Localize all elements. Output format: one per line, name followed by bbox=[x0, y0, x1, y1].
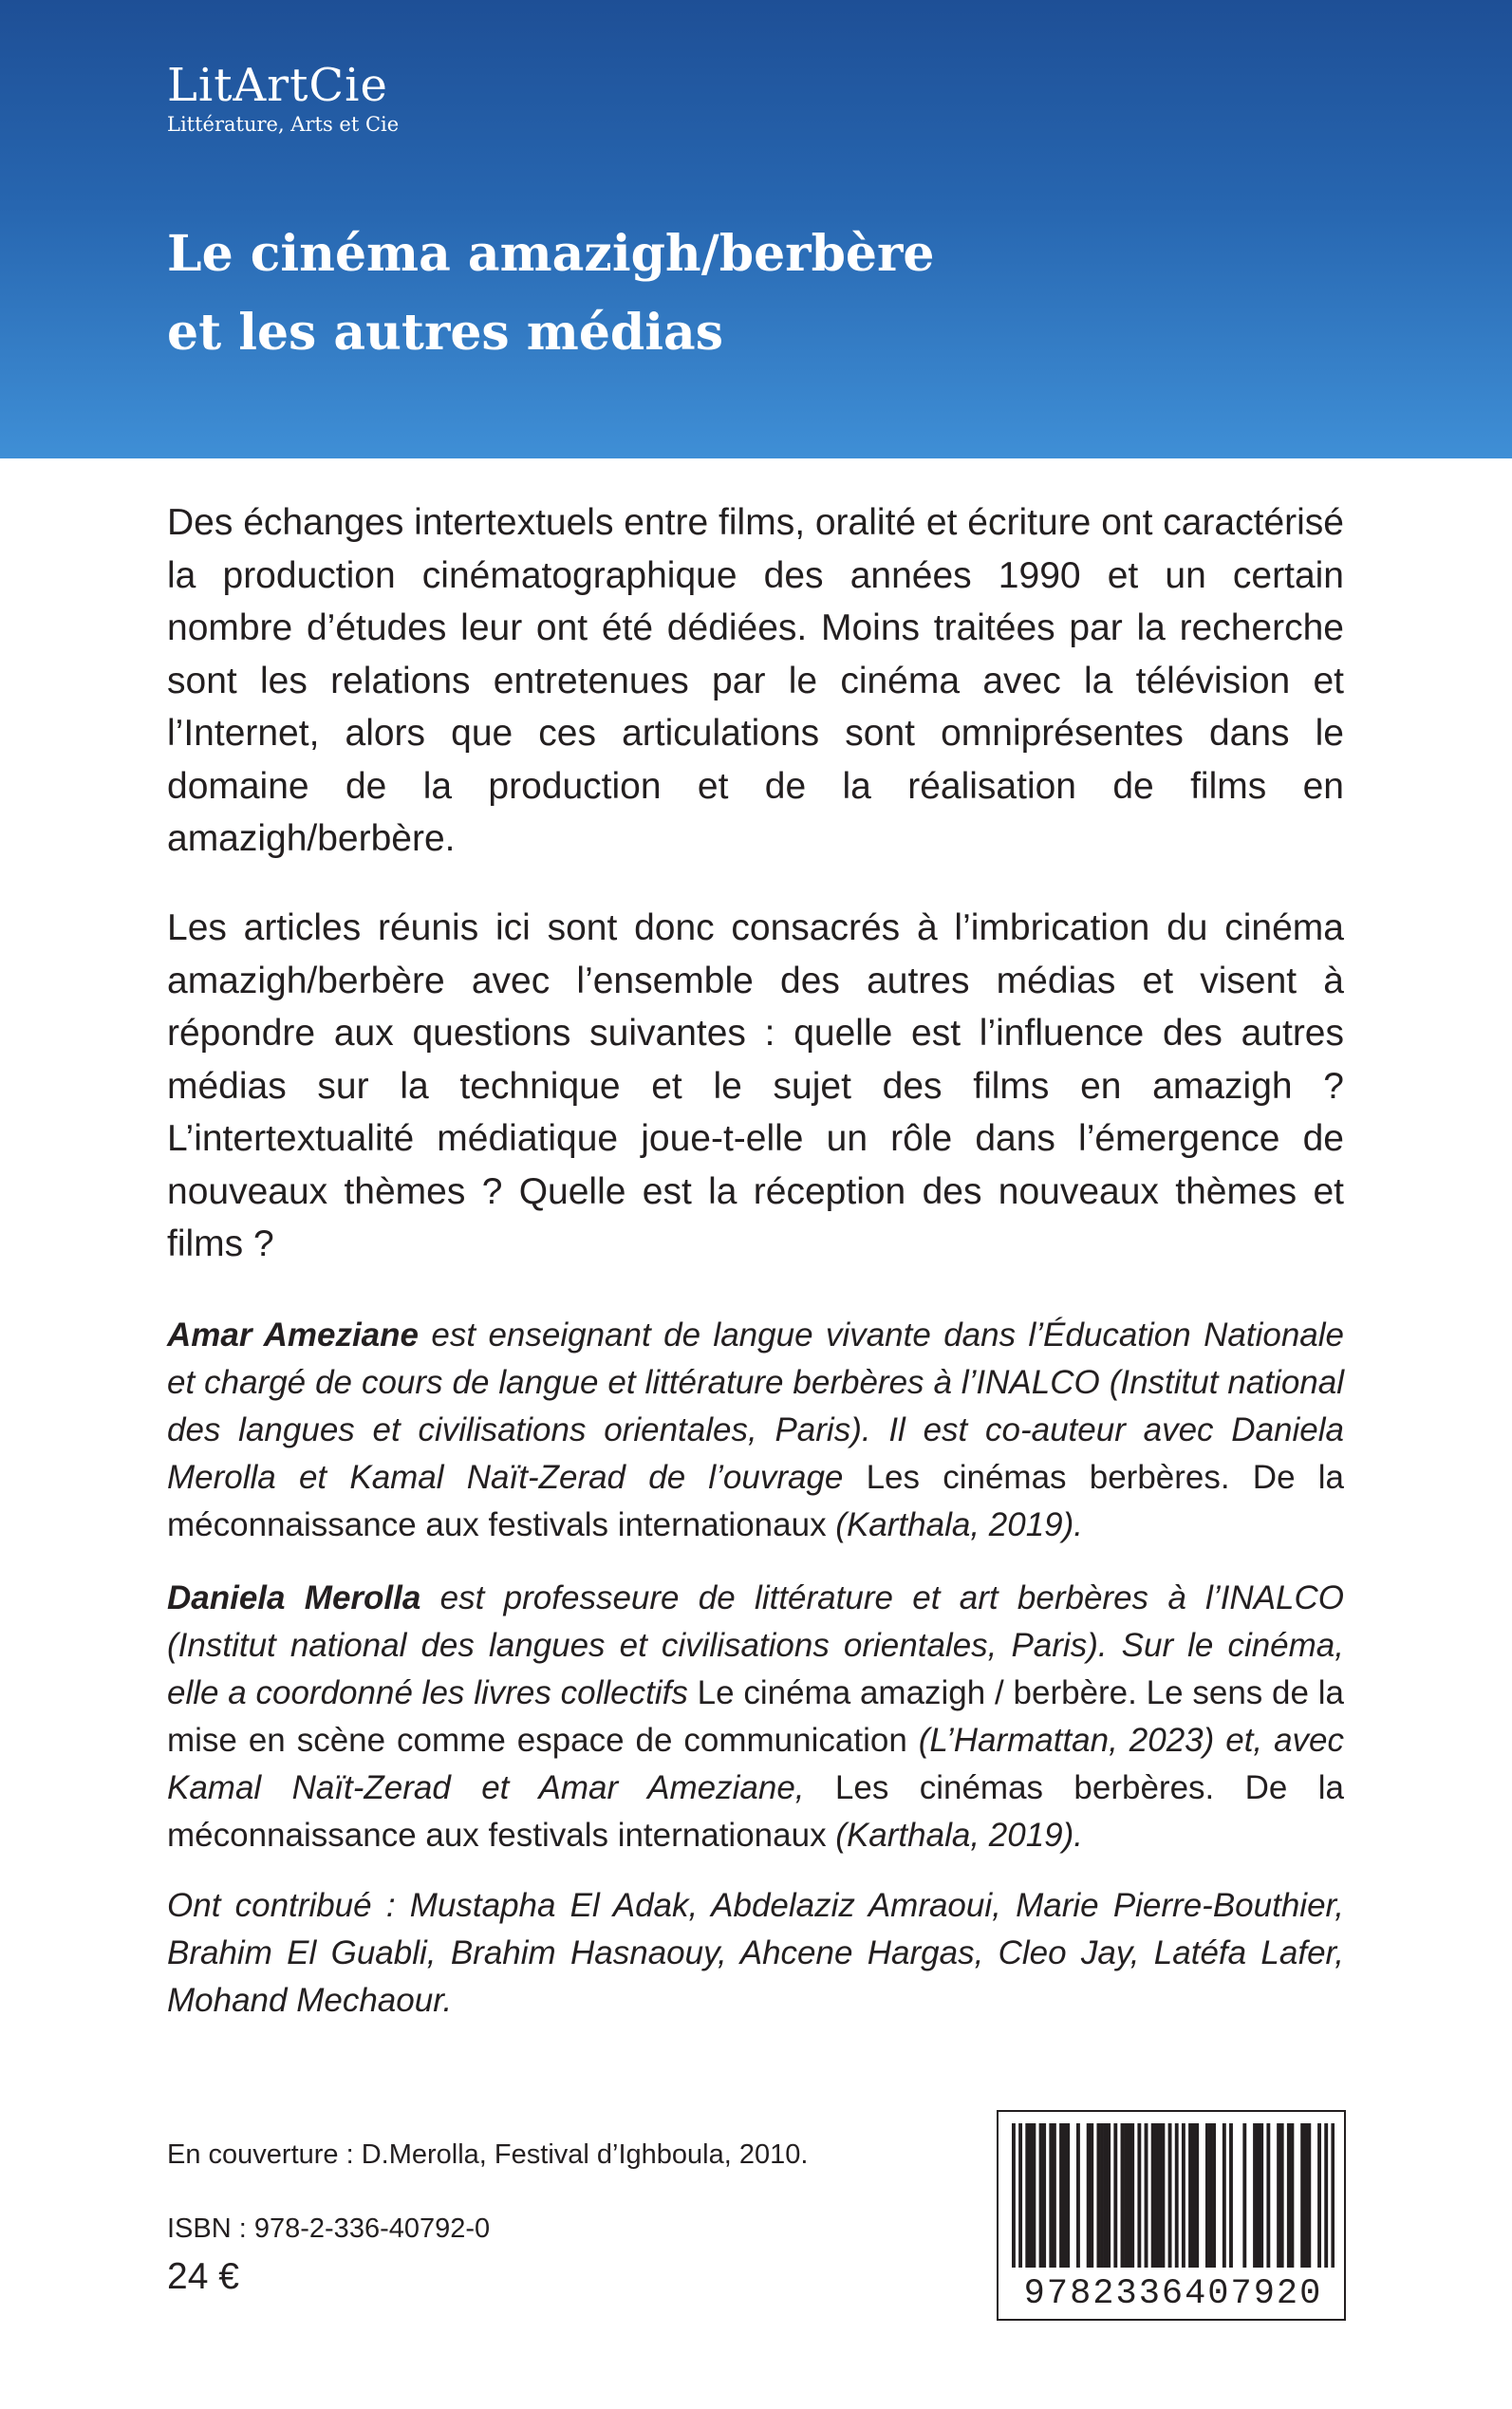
barcode-bar bbox=[1223, 2123, 1226, 2268]
barcode-bar bbox=[1154, 2123, 1158, 2268]
barcode-bar bbox=[1053, 2123, 1056, 2268]
book-reference: Le cinéma amazigh / berbère. Le sens de la mise en scène comme espace de communication bbox=[167, 1674, 1345, 1759]
barcode-bar bbox=[1290, 2123, 1294, 2268]
cover-header-band bbox=[0, 0, 1512, 458]
book-title-line-1: Le cinéma amazigh/berbère bbox=[167, 225, 935, 283]
barcode-bar bbox=[1168, 2123, 1172, 2268]
barcode-bar bbox=[1192, 2123, 1196, 2268]
barcode-bar bbox=[1287, 2123, 1291, 2268]
barcode-bar bbox=[1317, 2123, 1321, 2268]
barcode-bar bbox=[1331, 2123, 1335, 2268]
barcode bbox=[997, 2110, 1346, 2321]
book-reference: Les cinémas berbères. De la méconnaissance aux festivals internationaux bbox=[167, 1769, 1344, 1854]
barcode-bar bbox=[1063, 2123, 1067, 2268]
barcode-bar bbox=[1130, 2123, 1134, 2268]
book-reference: Les cinémas berbères. De la méconnaissance aux festivals internationaux bbox=[167, 1459, 1344, 1543]
barcode-bar bbox=[1158, 2123, 1162, 2268]
barcode-bar bbox=[1242, 2123, 1246, 2268]
barcode-bar bbox=[1257, 2123, 1260, 2268]
barcode-bar bbox=[1260, 2123, 1263, 2268]
barcode-bar bbox=[1090, 2123, 1093, 2268]
barcode-bar bbox=[1076, 2123, 1080, 2268]
barcode-bar bbox=[1107, 2123, 1111, 2268]
isbn: ISBN : 978-2-336-40792-0 bbox=[167, 2213, 491, 2244]
barcode-bar bbox=[1128, 2123, 1131, 2268]
barcode-bar bbox=[1066, 2123, 1070, 2268]
barcode-bar bbox=[1018, 2123, 1022, 2268]
publisher-logo-name: LitArtCie bbox=[167, 59, 388, 112]
barcode-bar bbox=[1124, 2123, 1128, 2268]
barcode-bar bbox=[1049, 2123, 1053, 2268]
barcode-bar bbox=[1212, 2123, 1216, 2268]
contributors-list: Ont contribué : Mustapha El Adak, Abdelaziz Amraoui, Marie Pierre-Bouthier, Brahim El Guabli, Brahim Hasnaouy, Ahcene Hargas, Cleo Jay, Latéfa Lafer, Mohand Mechaour. bbox=[167, 1887, 1344, 2019]
barcode-bar bbox=[1104, 2123, 1108, 2268]
barcode-bar bbox=[1304, 2123, 1308, 2268]
author-name: Amar Ameziane bbox=[167, 1317, 419, 1354]
book-title bbox=[167, 215, 1306, 372]
barcode-bar bbox=[1096, 2123, 1100, 2268]
publisher-tagline: Littérature, Arts et Cie bbox=[167, 113, 400, 136]
barcode-bar bbox=[1042, 2123, 1046, 2268]
author-name: Daniela Merolla bbox=[167, 1579, 421, 1616]
bio-text: est professeure de littérature et art berbères à l’INALCO (Institut national des langues et civilisations orientales, Paris). Sur le cinéma, elle a coordonné les livres collectifs bbox=[167, 1579, 1345, 1711]
barcode-bar bbox=[1253, 2123, 1257, 2268]
barcode-digits: 9782336407920 bbox=[1023, 2274, 1323, 2314]
barcode-bar bbox=[1161, 2123, 1165, 2268]
barcode-bar bbox=[1175, 2123, 1179, 2268]
barcode-bar bbox=[1324, 2123, 1328, 2268]
summary-paragraph-1: Des échanges intertextuels entre films, oralité et écriture ont caractérisé la production cinématographique des années 1990 et un certain nombre d’études leur ont été dédiées. Moins traitées par la recherche sont les relations entretenues par le cinéma avec la télévision et l’Internet, alors que ces articulations sont omniprésentes dans le domaine de la production et de la réalisation de films en amazigh/berbère. bbox=[167, 502, 1344, 859]
bio-text: (Karthala, 2019). bbox=[826, 1817, 1084, 1854]
barcode-bar bbox=[1032, 2123, 1036, 2268]
barcode-bar bbox=[1229, 2123, 1233, 2268]
barcode-bar bbox=[1145, 2123, 1148, 2268]
barcode-bar bbox=[1205, 2123, 1209, 2268]
barcode-bar bbox=[1012, 2123, 1016, 2268]
barcode-bar bbox=[1300, 2123, 1304, 2268]
barcode-bar bbox=[1209, 2123, 1213, 2268]
barcode-bar bbox=[1029, 2123, 1033, 2268]
barcode-bar bbox=[1100, 2123, 1104, 2268]
book-title-line-2: et les autres médias bbox=[167, 304, 723, 362]
summary-paragraph-2: Les articles réunis ici sont donc consacrés à l’imbrication du cinéma amazigh/berbère avec l’ensemble des autres médias et visent à répondre aux questions suivantes : quelle est l’influence des autres médias sur la technique et le sujet des films en amazigh ? L’intertextualité médiatique joue-t-elle un rôle dans l’émergence de nouveaux thèmes ? Quelle est la réception des nouveaux thèmes et films ? bbox=[167, 907, 1344, 1264]
barcode-bar bbox=[1025, 2123, 1029, 2268]
barcode-bar bbox=[1039, 2123, 1043, 2268]
bio-text: est enseignant de langue vivante dans l’Éducation Nationale et chargé de cours de langue et littérature berbères à l’INALCO (Institut national des langues et civilisations orientales, Paris). Il est co-auteur avec Daniela Merolla et Kamal Naït-Zerad de l’ouvrage bbox=[167, 1317, 1344, 1496]
cover-credit: En couverture : D.Merolla, Festival d’Ighboula, 2010. bbox=[167, 2139, 809, 2170]
author-bio-merolla bbox=[167, 1575, 1344, 1859]
barcode-bars bbox=[1012, 2123, 1335, 2268]
barcode-bar bbox=[1151, 2123, 1155, 2268]
barcode-bar bbox=[1182, 2123, 1185, 2268]
barcode-bar bbox=[1137, 2123, 1141, 2268]
barcode-bar bbox=[1277, 2123, 1280, 2268]
bio-text: (L’Harmattan, 2023) et, avec Kamal Naït-Zerad et Amar Ameziane, bbox=[167, 1722, 1345, 1806]
price: 24 € bbox=[167, 2256, 239, 2297]
barcode-bar bbox=[1195, 2123, 1199, 2268]
barcode-bar bbox=[1121, 2123, 1125, 2268]
barcode-bar bbox=[1266, 2123, 1270, 2268]
barcode-bar bbox=[1087, 2123, 1091, 2268]
bio-text: (Karthala, 2019). bbox=[826, 1506, 1084, 1543]
barcode-bar bbox=[1059, 2123, 1063, 2268]
barcode-bar bbox=[1113, 2123, 1117, 2268]
barcode-bar bbox=[1280, 2123, 1284, 2268]
barcode-bar bbox=[1307, 2123, 1311, 2268]
author-bio-ameziane bbox=[167, 1312, 1344, 1549]
barcode-bar bbox=[1188, 2123, 1192, 2268]
